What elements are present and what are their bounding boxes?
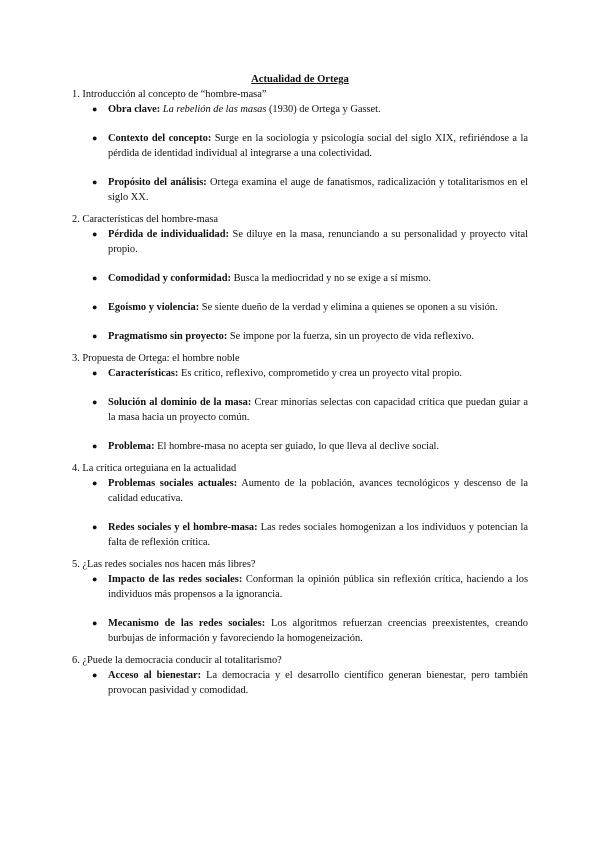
section-5 (72, 557, 528, 646)
list-item (72, 395, 528, 425)
section-heading: 3. Propuesta de Ortega: el hombre noble (72, 353, 240, 364)
list-item (72, 300, 528, 315)
item-term: Problemas sociales actuales: (108, 478, 238, 489)
item-term: Solución al dominio de la masa: (108, 397, 252, 408)
bullet-icon: ● (92, 441, 98, 451)
item-term: Mecanismo de las redes sociales: (108, 618, 266, 629)
section-heading: 5. ¿Las redes sociales nos hacen más libres? (72, 559, 256, 570)
section-6 (72, 653, 528, 698)
list-item (72, 616, 528, 646)
item-text: (1930) de Ortega y Gasset. (266, 104, 381, 115)
list-item (72, 102, 528, 117)
section-heading: 6. ¿Puede la democracia conducir al totalitarismo? (72, 655, 282, 666)
section-1 (72, 87, 528, 205)
section-4 (72, 461, 528, 550)
section-2 (72, 212, 528, 344)
list-item (72, 439, 528, 454)
item-term: Egoísmo y violencia: (108, 302, 200, 313)
list-item (72, 520, 528, 550)
list-item (72, 227, 528, 257)
item-term: Comodidad y conformidad: (108, 273, 231, 284)
document-title: Actualidad de Ortega (251, 74, 349, 85)
bullet-icon: ● (92, 177, 98, 187)
item-term: Pragmatismo sin proyecto: (108, 331, 228, 342)
bullet-icon: ● (92, 331, 98, 341)
bullet-list (72, 227, 528, 344)
item-term: Impacto de las redes sociales: (108, 574, 243, 585)
item-text: Es crítico, reflexivo, comprometido y crea un proyecto vital propio. (178, 368, 463, 379)
item-term: Propósito del análisis: (108, 177, 207, 188)
list-item (72, 131, 528, 161)
section-heading: 2. Características del hombre-masa (72, 214, 218, 225)
item-text: El hombre-masa no acepta ser guiado, lo que lleva al declive social. (154, 441, 440, 452)
section-heading: 1. Introducción al concepto de “hombre-masa” (72, 89, 267, 100)
bullet-list (72, 102, 528, 205)
item-term: Contexto del concepto: (108, 133, 212, 144)
item-work-title: La rebelión de las masas (162, 104, 267, 115)
bullet-icon: ● (92, 618, 98, 628)
sections-container (72, 87, 528, 698)
item-term: Pérdida de individualidad: (108, 229, 229, 240)
item-text: Crear minorías selectas con capacidad crítica que puedan guiar a la masa hacia un proyecto común. (108, 397, 528, 423)
bullet-icon: ● (92, 574, 98, 584)
list-item (72, 366, 528, 381)
item-text: Conforman la opinión pública sin reflexión crítica, haciendo a los individuos más propensos a la ignorancia. (108, 574, 528, 600)
bullet-icon: ● (92, 397, 98, 407)
bullet-icon: ● (92, 273, 98, 283)
list-item (72, 476, 528, 506)
item-text: Se diluye en la masa, renunciando a su personalidad y proyecto vital propio. (108, 229, 528, 255)
item-term: Obra clave: (108, 104, 161, 115)
list-item (72, 271, 528, 286)
bullet-icon: ● (92, 670, 98, 680)
bullet-list (72, 668, 528, 698)
item-text: Las redes sociales homogenizan a los individuos y potencian la falta de reflexión crítica. (108, 522, 528, 548)
list-item (72, 175, 528, 205)
bullet-list (72, 476, 528, 550)
item-term: Problema: (108, 441, 155, 452)
bullet-icon: ● (92, 368, 98, 378)
section-3 (72, 351, 528, 454)
list-item (72, 668, 528, 698)
item-text: Ortega examina el auge de fanatismos, radicalización y totalitarismos en el siglo XX. (108, 177, 528, 203)
item-text: Surge en la sociología y psicología social del siglo XIX, refiriéndose a la pérdida de identidad individual al integrarse a una colectividad. (108, 133, 528, 159)
bullet-list (72, 366, 528, 454)
item-term: Características: (108, 368, 179, 379)
item-term: Acceso al bienestar: (108, 670, 202, 681)
item-text: Se siente dueño de la verdad y elimina a quienes se oponen a su visión. (199, 302, 498, 313)
bullet-icon: ● (92, 478, 98, 488)
bullet-icon: ● (92, 133, 98, 143)
item-text: La democracia y el desarrollo científico generan bienestar, pero también provocan pasividad y comodidad. (108, 670, 529, 696)
bullet-icon: ● (92, 302, 98, 312)
bullet-icon: ● (92, 522, 98, 532)
list-item (72, 572, 528, 602)
item-text: Los algoritmos refuerzan creencias preexistentes, creando burbujas de información y favoreciendo la homogeneización. (108, 618, 529, 644)
section-heading: 4. La crítica orteguiana en la actualidad (72, 463, 237, 474)
item-text: Se impone por la fuerza, sin un proyecto de vida reflexivo. (227, 331, 474, 342)
bullet-icon: ● (92, 229, 98, 239)
item-term: Redes sociales y el hombre-masa: (108, 522, 258, 533)
list-item (72, 329, 528, 344)
bullet-icon: ● (92, 104, 98, 114)
item-text: Busca la mediocridad y no se exige a sí mismo. (230, 273, 431, 284)
bullet-list (72, 572, 528, 646)
item-text: Aumento de la población, avances tecnológicos y descenso de la calidad educativa. (108, 478, 528, 504)
